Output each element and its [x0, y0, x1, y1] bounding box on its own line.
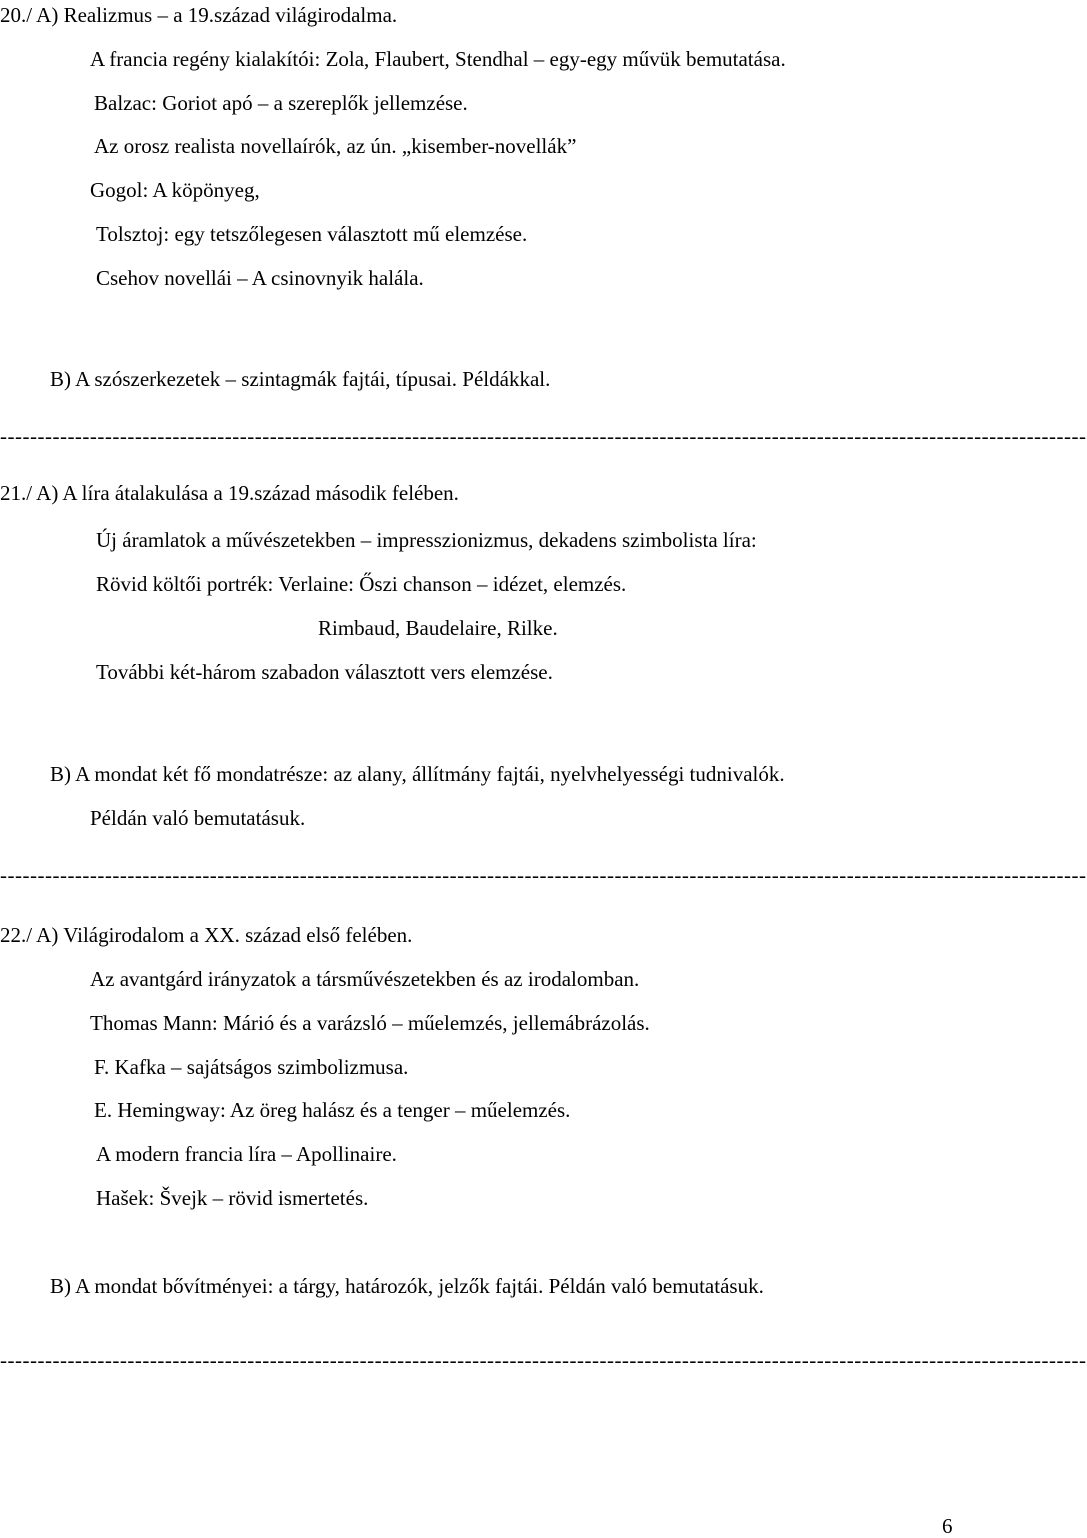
- text-line: Csehov novellái – A csinovnyik halála.: [96, 266, 424, 290]
- text-line: A modern francia líra – Apollinaire.: [96, 1142, 397, 1166]
- text-line: E. Hemingway: Az öreg halász és a tenger – műelemzés.: [94, 1098, 571, 1122]
- separator-line: -------------------------------------------------------------------------------------------------------------------------------------------------: [0, 424, 1087, 448]
- text-line: Új áramlatok a művészetekben – impresszionizmus, dekadens szimbolista líra:: [96, 528, 757, 552]
- text-line: Az avantgárd irányzatok a társművészetekben és az irodalomban.: [90, 967, 640, 991]
- text-line: Rimbaud, Baudelaire, Rilke.: [318, 616, 558, 640]
- text-line: További két-három szabadon választott vers elemzése.: [96, 660, 553, 684]
- separator-line: -------------------------------------------------------------------------------------------------------------------------------------------------: [0, 863, 1087, 887]
- item-20-b-heading: B) A szószerkezetek – szintagmák fajtái, típusai. Példákkal.: [50, 367, 551, 391]
- text-line: F. Kafka – sajátságos szimbolizmusa.: [94, 1055, 409, 1079]
- text-line: Az orosz realista novellaírók, az ún. „kisember-novellák”: [94, 134, 577, 158]
- text-line: Hašek: Švejk – rövid ismertetés.: [96, 1186, 369, 1210]
- item-22-b-heading: B) A mondat bővítményei: a tárgy, határozók, jelzők fajtái. Példán való bemutatásuk.: [50, 1274, 764, 1298]
- text-line: Thomas Mann: Márió és a varázsló – műelemzés, jellemábrázolás.: [90, 1011, 650, 1035]
- text-line: Balzac: Goriot apó – a szereplők jellemzése.: [94, 91, 468, 115]
- page-number: 6: [942, 1514, 953, 1538]
- item-22-a-heading: 22./ A) Világirodalom a XX. század első felében.: [0, 923, 413, 947]
- text-line: A francia regény kialakítói: Zola, Flaubert, Stendhal – egy-egy művük bemutatása.: [90, 47, 786, 71]
- text-line: Gogol: A köpönyeg,: [90, 178, 260, 202]
- text-line: Példán való bemutatásuk.: [90, 806, 306, 830]
- item-20-a-heading: 20./ A) Realizmus – a 19.század világirodalma.: [0, 3, 398, 27]
- text-line: Rövid költői portrék: Verlaine: Őszi chanson – idézet, elemzés.: [96, 572, 627, 596]
- separator-line: -------------------------------------------------------------------------------------------------------------------------------------------------: [0, 1348, 1087, 1372]
- text-line: Tolsztoj: egy tetszőlegesen választott mű elemzése.: [96, 222, 528, 246]
- item-21-a-heading: 21./ A) A líra átalakulása a 19.század második felében.: [0, 481, 459, 505]
- item-21-b-heading: B) A mondat két fő mondatrésze: az alany, állítmány fajtái, nyelvhelyességi tudnivalók.: [50, 762, 785, 786]
